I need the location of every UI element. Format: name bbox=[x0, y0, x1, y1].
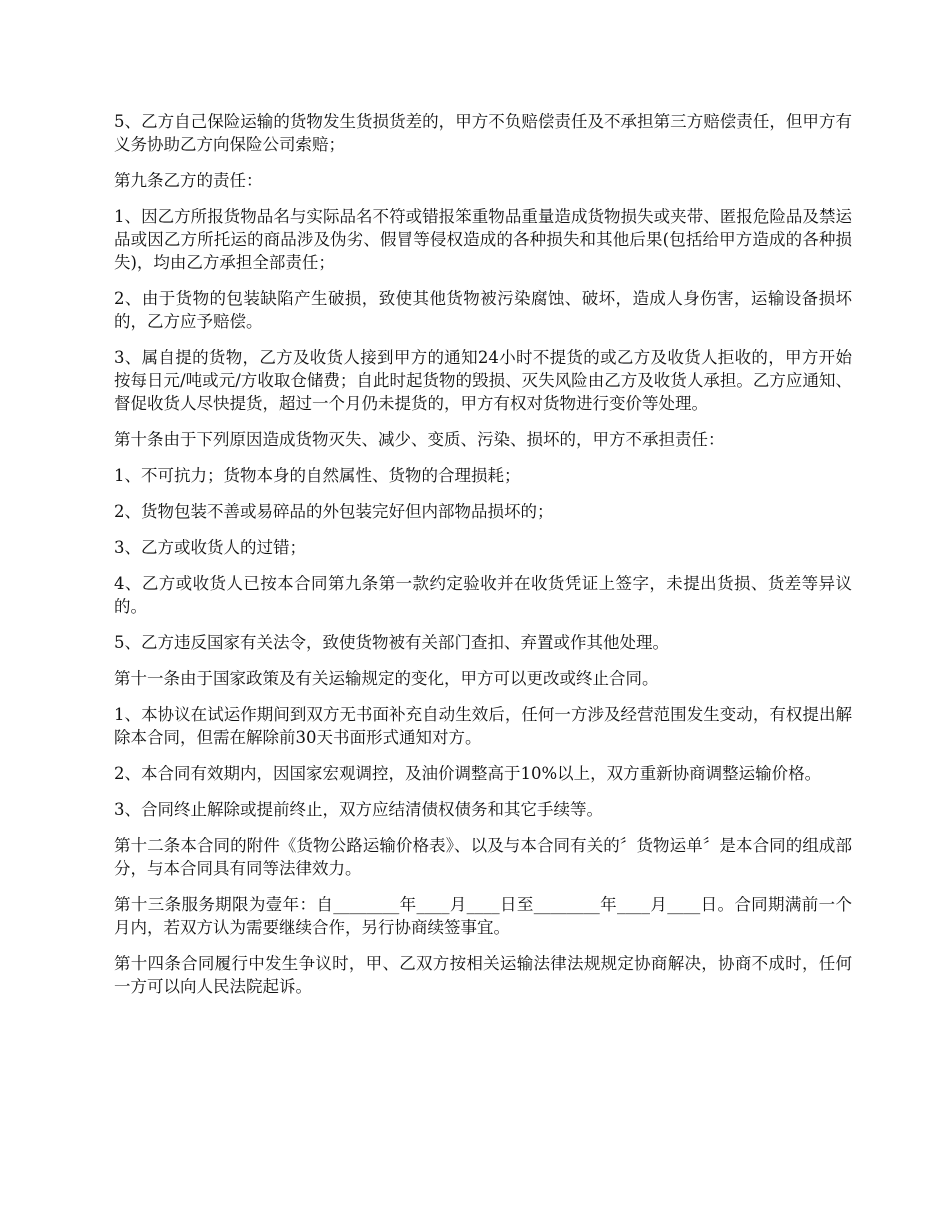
clause-9-item-3: 3、属自提的货物，乙方及收货人接到甲方的通知24小时不提货的或乙方及收货人拒收的，甲方开始按每日元/吨或元/方收取仓储费；自此时起货物的毁损、灭失风险由乙方及收货人承担。乙方应通知、督促收货人尽快提货，超过一个月仍未提货的，甲方有权对货物进行变价等处理。 bbox=[114, 348, 852, 413]
clause-9-item-1: 1、因乙方所报货物品名与实际品名不符或错报笨重物品重量造成货物损失或夹带、匿报危险品及禁运品或因乙方所托运的商品涉及伪劣、假冒等侵权造成的各种损失和其他后果(包括给甲方造成的各种损失)，均由乙方承担全部责任； bbox=[114, 207, 852, 272]
article-11-heading: 第十一条由于国家政策及有关运输规定的变化，甲方可以更改或终止合同。 bbox=[114, 669, 659, 688]
clause-11-item-2: 2、本合同有效期内，因国家宏观调控，及油价调整高于10%以上，双方重新协商调整运输价格。 bbox=[114, 764, 822, 783]
clause-10-item-4: 4、乙方或收货人已按本合同第九条第一款约定验收并在收货凭证上签字，未提出货损、货差等异议的。 bbox=[114, 574, 852, 616]
article-9-heading: 第九条乙方的责任： bbox=[114, 171, 263, 190]
clause-10-item-1: 1、不可抗力；货物本身的自然属性、货物的合理损耗； bbox=[114, 466, 521, 485]
clause-9-item-2: 2、由于货物的包装缺陷产生破损，致使其他货物被污染腐蚀、破坏，造成人身伤害，运输设备损坏的，乙方应予赔偿。 bbox=[114, 289, 852, 331]
clause-10-item-5: 5、乙方违反国家有关法令，致使货物被有关部门查扣、弃置或作其他处理。 bbox=[114, 633, 669, 652]
clause-11-item-3: 3、合同终止解除或提前终止，双方应结清债权债务和其它手续等。 bbox=[114, 800, 603, 819]
article-10-heading: 第十条由于下列原因造成货物灭失、减少、变质、污染、损坏的，甲方不承担责任： bbox=[114, 430, 725, 449]
article-12: 第十二条本合同的附件《货物公路运输价格表》、以及与本合同有关的〞货物运单〞是本合同的组成部分，与本合同具有同等法律效力。 bbox=[114, 836, 852, 878]
article-13: 第十三条服务期限为壹年：自________年____月____日至________年____月____日。合同期满前一个月内，若双方认为需要继续合作，另行协商续签事宜。 bbox=[114, 895, 852, 937]
document-page bbox=[114, 110, 852, 1011]
clause-10-item-3: 3、乙方或收货人的过错； bbox=[114, 538, 306, 557]
clause-11-item-1: 1、本协议在试运作期间到双方无书面补充自动生效后，任何一方涉及经营范围发生变动，有权提出解除本合同，但需在解除前30天书面形式通知对方。 bbox=[114, 705, 852, 747]
clause-8-item-5: 5、乙方自己保险运输的货物发生货损货差的，甲方不负赔偿责任及不承担第三方赔偿责任，但甲方有义务协助乙方向保险公司索赔； bbox=[114, 112, 852, 154]
clause-10-item-2: 2、货物包装不善或易碎品的外包装完好但内部物品损坏的； bbox=[114, 502, 554, 521]
article-14: 第十四条合同履行中发生争议时，甲、乙双方按相关运输法律法规规定协商解决，协商不成时，任何一方可以向人民法院起诉。 bbox=[114, 954, 852, 996]
